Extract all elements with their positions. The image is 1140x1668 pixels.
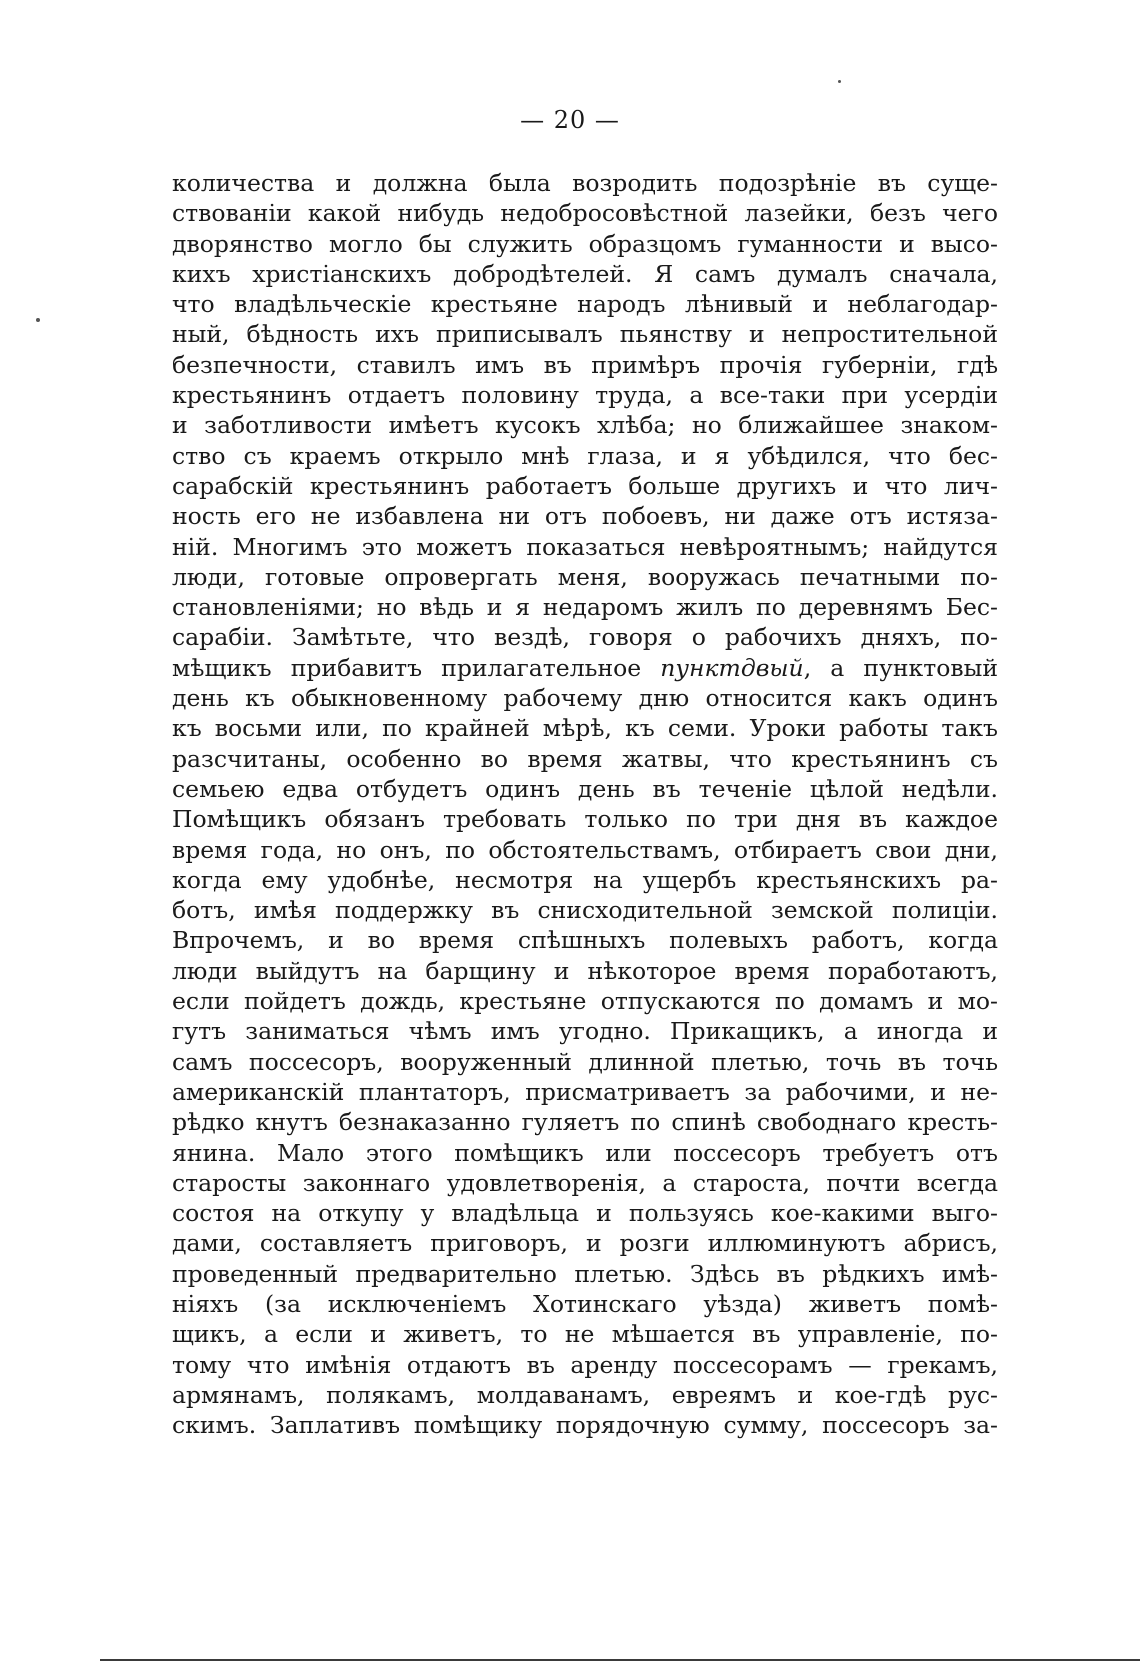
text-line: семьею едва отбудетъ одинъ день въ теченіе цѣлой недѣли.: [172, 774, 998, 803]
italic-word: пунктдвый: [660, 653, 804, 682]
text-line: день къ обыкновенному рабочему дню относится какъ одинъ: [172, 684, 998, 713]
text-line: проведенный предварительно плетью. Здѣсь въ рѣдкихъ имѣ-: [172, 1259, 998, 1288]
text-line: безпечности, ставилъ имъ въ примѣръ прочія губерніи, гдѣ: [172, 350, 998, 379]
text-segment: мѣщикъ прибавитъ прилагательное: [172, 653, 642, 682]
text-line: сарабіи. Замѣтьте, что вездѣ, говоря о рабочихъ дняхъ, по-: [172, 623, 998, 652]
body-text: [172, 168, 998, 1440]
scan-edge-line: [100, 1659, 1140, 1661]
text-line: ніяхъ (за исключеніемъ Хотинскаго уѣзда) живетъ помѣ-: [172, 1289, 998, 1318]
text-line: [172, 653, 998, 683]
text-line: время года, но онъ, по обстоятельствамъ, отбираетъ свои дни,: [172, 835, 998, 864]
text-line: къ восьми или, по крайней мѣрѣ, къ семи. Уроки работы такъ: [172, 714, 998, 743]
text-line: становленіями; но вѣдь и я недаромъ жилъ по деревнямъ Бес-: [172, 593, 998, 622]
text-line: рѣдко кнутъ безнаказанно гуляетъ по спинѣ свободнаго кресть-: [172, 1108, 998, 1137]
text-line: Впрочемъ, и во время спѣшныхъ полевыхъ работъ, когда: [172, 926, 998, 955]
text-line: разсчитаны, особенно во время жатвы, что крестьянинъ съ: [172, 744, 998, 773]
scan-speck: [838, 80, 841, 83]
text-line: если пойдетъ дождь, крестьяне отпускаются по домамъ и мо-: [172, 987, 998, 1016]
text-segment: , а пунктовый: [803, 653, 998, 682]
text-line: люди, готовые опровергать меня, вооружась печатными по-: [172, 562, 998, 591]
text-line: дами, составляетъ приговоръ, и розги иллюминуютъ абрисъ,: [172, 1229, 998, 1258]
text-line: кихъ христіанскихъ добродѣтелей. Я самъ думалъ сначала,: [172, 259, 998, 288]
text-line: люди выйдутъ на барщину и нѣкоторое время поработаютъ,: [172, 956, 998, 985]
text-line: ній. Многимъ это можетъ показаться невѣроятнымъ; найдутся: [172, 532, 998, 561]
text-line: тому что имѣнія отдаютъ въ аренду поссесорамъ — грекамъ,: [172, 1350, 998, 1379]
scan-speck: [36, 318, 40, 322]
text-line: ботъ, имѣя поддержку въ снисходительной земской полиціи.: [172, 896, 998, 925]
page-number: — 20 —: [520, 106, 620, 134]
text-line: ный, бѣдность ихъ приписывалъ пьянству и непростительной: [172, 320, 998, 349]
text-line: скимъ. Заплативъ помѣщику порядочную сумму, поссесоръ за-: [172, 1411, 998, 1440]
text-line: гутъ заниматься чѣмъ имъ угодно. Прикащикъ, а иногда и: [172, 1017, 998, 1046]
text-line: ствованіи какой нибудь недобросовѣстной лазейки, безъ чего: [172, 199, 998, 228]
text-line: щикъ, а если и живетъ, то не мѣшается въ управленіе, по-: [172, 1320, 998, 1349]
text-line: Помѣщикъ обязанъ требовать только по три дня въ каждое: [172, 805, 998, 834]
text-line: когда ему удобнѣе, несмотря на ущербъ крестьянскихъ ра-: [172, 865, 998, 894]
text-line: самъ поссесоръ, вооруженный длинной плетью, точь въ точь: [172, 1047, 998, 1076]
text-line: и заботливости имѣетъ кусокъ хлѣба; но ближайшее знаком-: [172, 411, 998, 440]
text-line: что владѣльческіе крестьяне народъ лѣнивый и неблагодар-: [172, 290, 998, 319]
text-line: сарабскій крестьянинъ работаетъ больше другихъ и что лич-: [172, 471, 998, 500]
text-line: армянамъ, полякамъ, молдаванамъ, евреямъ и кое-гдѣ рус-: [172, 1380, 998, 1409]
text-line: ство съ краемъ открыло мнѣ глаза, и я убѣдился, что бес-: [172, 441, 998, 470]
text-line: ность его не избавлена ни отъ побоевъ, ни даже отъ истяза-: [172, 502, 998, 531]
text-line: янина. Мало этого помѣщикъ или поссесоръ требуетъ отъ: [172, 1138, 998, 1167]
text-line: крестьянинъ отдаетъ половину труда, а все-таки при усердіи: [172, 381, 998, 410]
text-line: старосты законнаго удовлетворенія, а староста, почти всегда: [172, 1168, 998, 1197]
text-line: количества и должна была возродить подозрѣніе въ суще-: [172, 169, 998, 197]
text-line: дворянство могло бы служить образцомъ гуманности и высо-: [172, 229, 998, 258]
text-line: состоя на откупу у владѣльца и пользуясь кое-какими выго-: [172, 1199, 998, 1228]
text-line: американскій плантаторъ, присматриваетъ за рабочими, и не-: [172, 1077, 998, 1106]
